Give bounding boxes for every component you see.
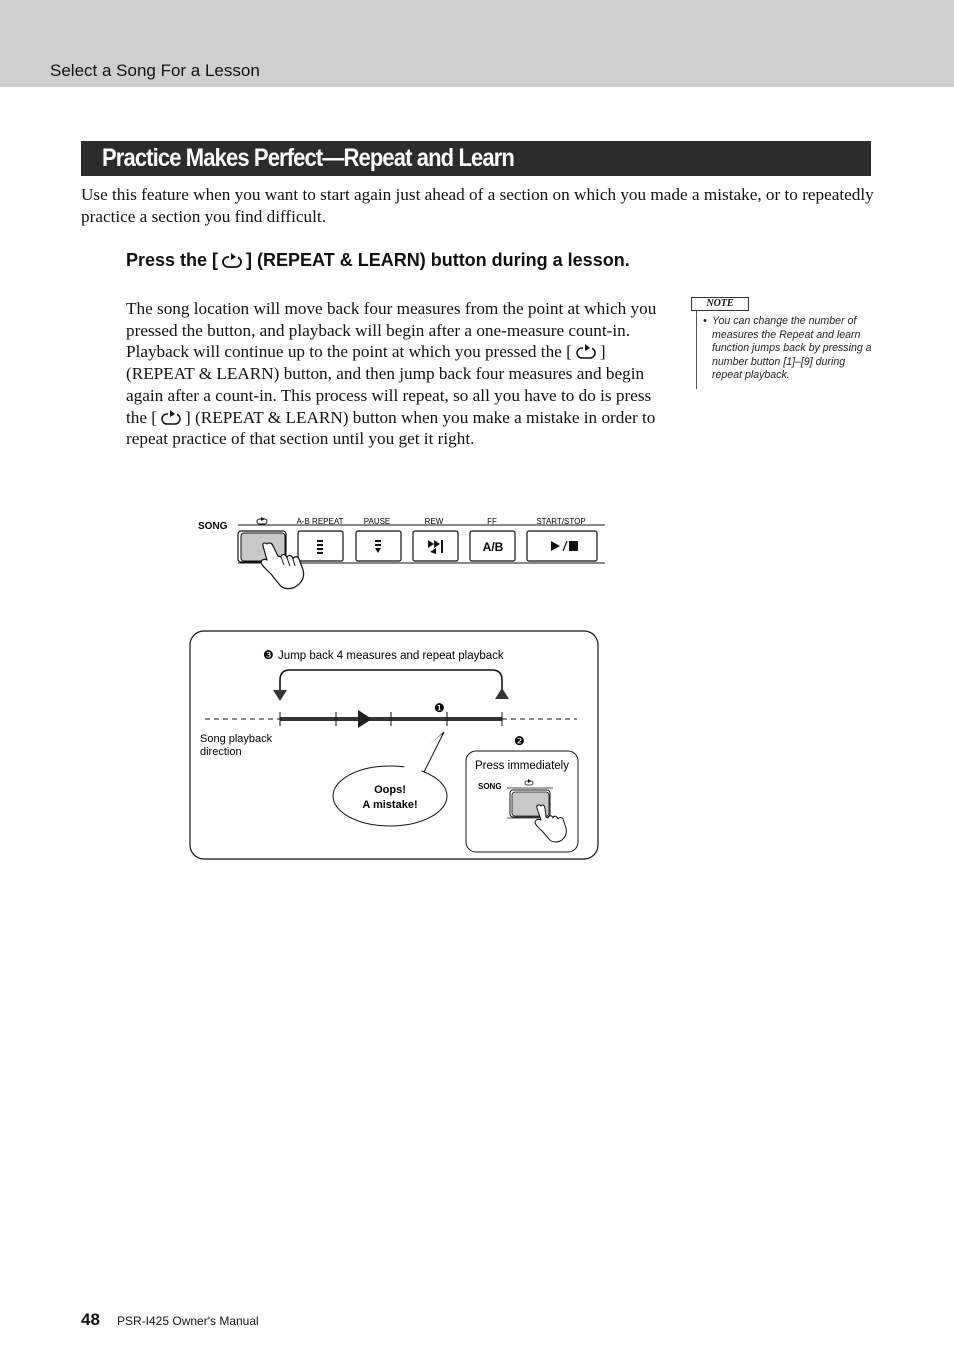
ab-button-face: A/B	[482, 540, 504, 554]
step-body-part2: ] (REPEAT & LEARN) button, and then jump back four measures and begin again after a count-in. This process will repeat, so all you have to do is press the [	[126, 342, 652, 427]
press-label: Press immediately	[475, 760, 569, 772]
repeat-learn-icon	[575, 344, 597, 360]
panel-label-pause: PAUSE	[363, 517, 391, 526]
bubble-line1: Oops!	[374, 784, 406, 796]
note-divider	[696, 311, 697, 389]
intro-paragraph: Use this feature when you want to start again just ahead of a section on which you made a mistake, or to repeatedly practice a section you find difficult.	[81, 185, 874, 226]
step3-caption: Jump back 4 measures and repeat playback	[278, 650, 504, 662]
panel-label-rew: REW	[424, 517, 444, 526]
panel-label-start-stop: START/STOP	[536, 517, 586, 526]
step3-marker: ❸	[263, 648, 274, 662]
running-header: Select a Song For a Lesson	[50, 61, 260, 80]
direction-label-line1: Song playback	[200, 733, 273, 745]
page-number: 48	[81, 1310, 100, 1329]
note-body: You can change the number of measures the Repeat and learn function jumps back by pressing a number button [1]–[9] during repeat playback.	[712, 315, 872, 382]
ff-button[interactable]	[470, 531, 515, 561]
step-body-part3: ] (REPEAT & LEARN) button when you make a mistake in order to repeat practice of that section until you get it right.	[126, 407, 656, 449]
step-body-part1: The song location will move back four measures from the point at which you pressed the button, and playback will begin after a one-measure count-in. Playback will continue up to the point at which you pressed the [	[126, 299, 657, 362]
panel-song-label: SONG	[198, 521, 228, 532]
pause-button[interactable]	[356, 531, 401, 561]
direction-label-line2: direction	[200, 746, 242, 758]
step1-marker: ❶	[434, 701, 445, 715]
repeat-diagram	[189, 630, 601, 862]
section-title: Practice Makes Perfect—Repeat and Learn	[102, 144, 514, 172]
step-heading	[126, 249, 656, 272]
rew-button[interactable]	[413, 531, 458, 561]
panel-label-ff: FF	[487, 517, 497, 526]
step2-marker: ❷	[514, 734, 525, 748]
song-panel-illustration	[195, 512, 610, 597]
step-heading-start: Press the [	[126, 250, 219, 270]
ab-repeat-button[interactable]	[298, 531, 343, 561]
inset-song-label: SONG	[478, 782, 502, 791]
note-bullet: •	[703, 315, 707, 327]
manual-name: PSR-I425 Owner's Manual	[117, 1314, 259, 1328]
repeat-learn-icon	[221, 253, 243, 269]
note-text	[703, 315, 875, 383]
note-label: NOTE	[691, 297, 749, 311]
step-heading-end: ] (REPEAT & LEARN) button during a lesson.	[246, 250, 630, 270]
repeat-learn-icon	[160, 410, 182, 426]
bubble-line2: A mistake!	[362, 799, 418, 811]
section-title-bar	[81, 141, 871, 176]
repeat-icon	[257, 517, 267, 524]
start-stop-button[interactable]	[527, 531, 597, 561]
press-inset	[466, 751, 578, 852]
step-body	[126, 298, 661, 450]
panel-label-ab-repeat: A-B REPEAT	[296, 517, 344, 526]
